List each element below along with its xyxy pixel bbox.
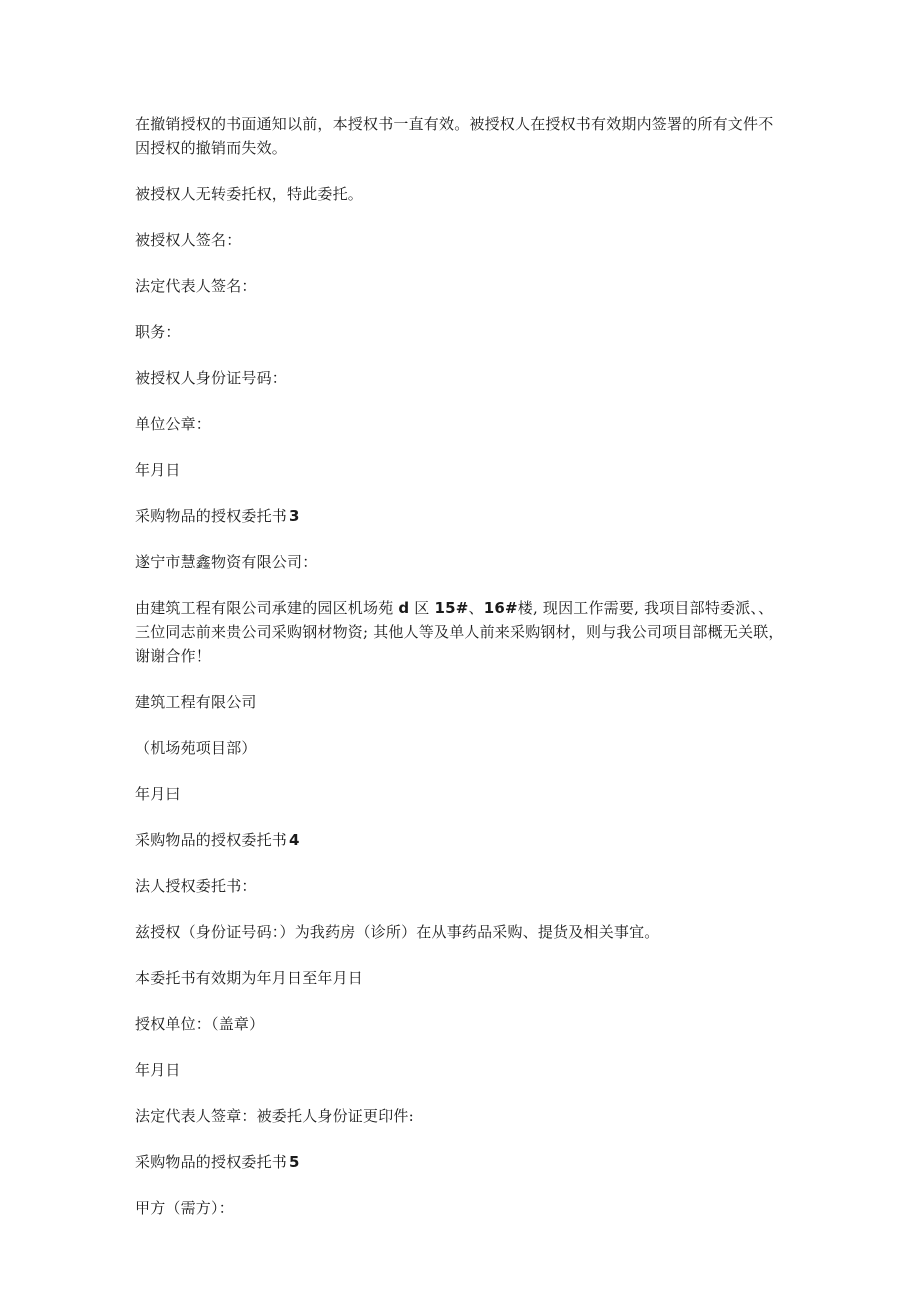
section-3-project: （机场苑项目部）	[135, 739, 257, 757]
section-4-number: 4	[289, 831, 300, 849]
body-suffix: 楼, 现因工作需要, 我项目部特委派、、三位同志前来贵公司采购钢材物资; 其他人等及单人前来采购钢材，则与我公司项目部概无关联，谢谢合作！	[135, 599, 784, 665]
section-3-recipient: 遂宁市慧鑫物资有限公司：	[135, 553, 318, 571]
section-5-party-a: 甲方（需方）：	[135, 1199, 234, 1217]
label-legal-rep-signature: 法定代表人签名：	[135, 277, 257, 295]
date-line: 年月日	[135, 461, 181, 479]
section-5-title	[135, 1150, 785, 1174]
paragraph-revocation: 在撤销授权的书面通知以前，本授权书一直有效。被授权人在授权书有效期内签署的所有文件不因授权的撤销而失效。	[135, 115, 774, 157]
section-5-title-text: 采购物品的授权委托书	[135, 1153, 288, 1171]
section-4-date: 年月日	[135, 1061, 181, 1079]
label-id-number: 被授权人身份证号码：	[135, 369, 288, 387]
document-page	[135, 112, 785, 1242]
section-4-subtitle: 法人授权委托书：	[135, 877, 257, 895]
section-3-company: 建筑工程有限公司	[135, 693, 257, 711]
body-bold-16: 16#	[483, 599, 518, 617]
section-3-title-text: 采购物品的授权委托书	[135, 507, 288, 525]
section-3-number: 3	[289, 507, 300, 525]
body-mid-1: 区	[414, 599, 430, 617]
body-bold-15: 15#	[434, 599, 469, 617]
section-4-unit: 授权单位：（盖章）	[135, 1015, 265, 1033]
section-3-date: 年月曰	[135, 785, 181, 803]
section-4-body: 兹授权（身份证号码：）为我药房（诊所）在从事药品采购、提货及相关事宜。	[135, 923, 660, 941]
section-4-title	[135, 828, 785, 852]
section-5-number: 5	[289, 1153, 300, 1171]
section-3-body	[135, 596, 785, 668]
section-4-signature: 法定代表人签章：被委托人身份证更印件:	[135, 1107, 414, 1125]
label-authorized-signature: 被授权人签名：	[135, 231, 242, 249]
section-3-title	[135, 504, 785, 528]
body-mid-2: 、	[468, 599, 484, 617]
section-4-title-text: 采购物品的授权委托书	[135, 831, 288, 849]
label-position: 职务：	[135, 323, 181, 341]
section-4-validity: 本委托书有效期为年月日至年月日	[135, 969, 364, 987]
body-prefix: 由建筑工程有限公司承建的园区机场苑	[135, 599, 394, 617]
paragraph-no-delegation: 被授权人无转委托权，特此委托。	[135, 185, 364, 203]
body-bold-d: d	[398, 599, 410, 617]
label-unit-seal: 单位公章：	[135, 415, 212, 433]
